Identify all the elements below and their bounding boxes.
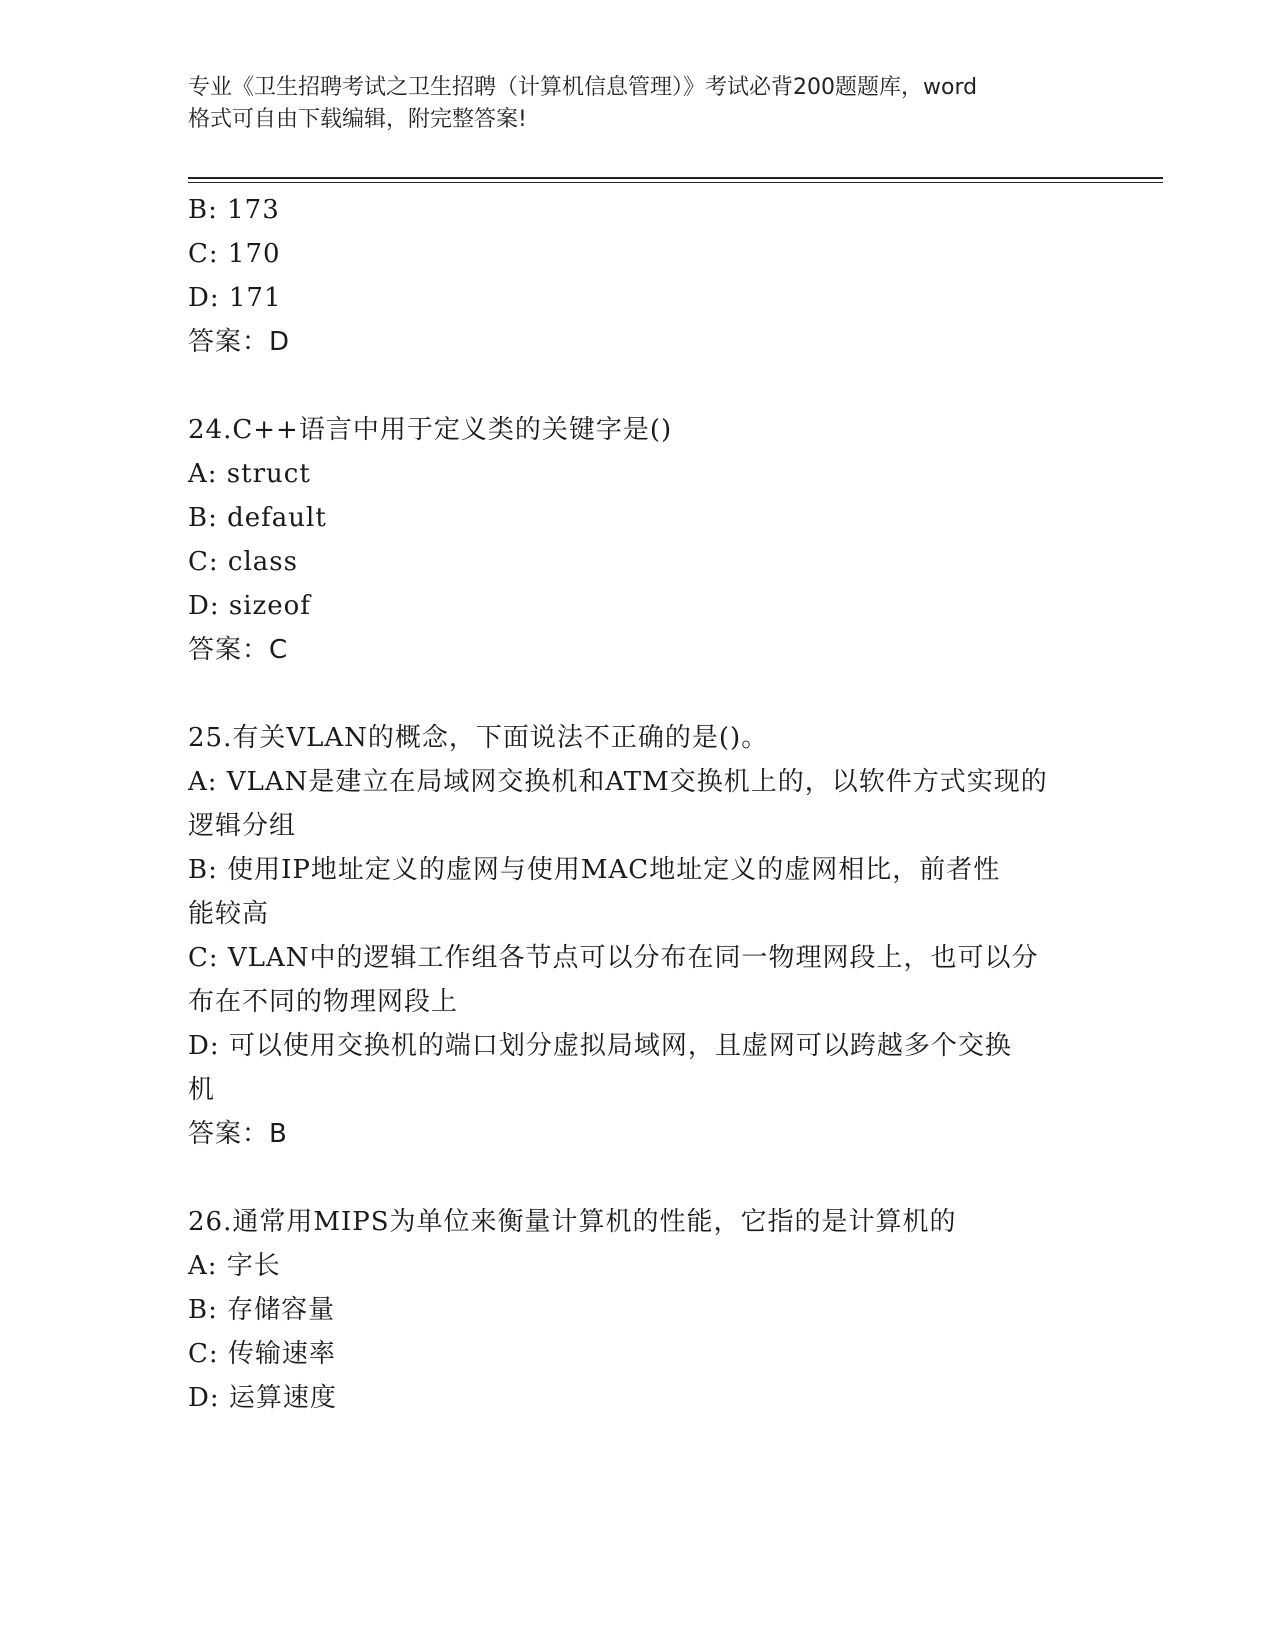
document-header bbox=[188, 72, 1088, 136]
q25-option-b-line-1: B: 使用IP地址定义的虚网与使用MAC地址定义的虚网相比，前者性 bbox=[188, 855, 1001, 885]
q25-question: 25.有关VLAN的概念，下面说法不正确的是()。 bbox=[188, 723, 769, 753]
q25-option-d-line-1: D: 可以使用交换机的端口划分虚拟局域网，且虚网可以跨越多个交换 bbox=[188, 1031, 1012, 1061]
header-title-line-1: 专业《卫生招聘考试之卫生招聘（计算机信息管理）》考试必背200题题库，word bbox=[188, 75, 978, 100]
q25-option-a-line-2: 逻辑分组 bbox=[188, 811, 297, 841]
q24-option-c: C: class bbox=[188, 547, 298, 577]
q24-question: 24.C++语言中用于定义类的关键字是() bbox=[188, 415, 673, 445]
q26-question: 26.通常用MIPS为单位来衡量计算机的性能，它指的是计算机的 bbox=[188, 1207, 957, 1237]
q26-option-d: D: 运算速度 bbox=[188, 1383, 337, 1413]
header-title-line-2: 格式可自由下载编辑，附完整答案! bbox=[188, 107, 527, 132]
q25-option-b-line-2: 能较高 bbox=[188, 899, 270, 929]
q24-option-b: B: default bbox=[188, 503, 327, 533]
q25-option-a-line-1: A: VLAN是建立在局域网交换机和ATM交换机上的，以软件方式实现的 bbox=[188, 767, 1048, 797]
q23-option-c: C: 170 bbox=[188, 239, 281, 269]
q25-option-d-line-2: 机 bbox=[188, 1075, 216, 1105]
header-divider-thick bbox=[188, 177, 1163, 179]
q24-answer: 答案：C bbox=[188, 635, 289, 665]
q26-option-c: C: 传输速率 bbox=[188, 1339, 336, 1369]
q23-option-b: B: 173 bbox=[188, 195, 280, 225]
q25-option-c-line-2: 布在不同的物理网段上 bbox=[188, 987, 459, 1017]
header-divider-thin bbox=[188, 182, 1163, 183]
q25-option-c-line-1: C: VLAN中的逻辑工作组各节点可以分布在同一物理网段上，也可以分 bbox=[188, 943, 1039, 973]
q23-answer: 答案：D bbox=[188, 327, 291, 357]
q25-answer: 答案：B bbox=[188, 1119, 288, 1149]
q23-option-d: D: 171 bbox=[188, 283, 282, 313]
q26-option-a: A: 字长 bbox=[188, 1251, 281, 1281]
q26-option-b: B: 存储容量 bbox=[188, 1295, 336, 1325]
q24-option-a: A: struct bbox=[188, 459, 311, 489]
q24-option-d: D: sizeof bbox=[188, 591, 311, 621]
